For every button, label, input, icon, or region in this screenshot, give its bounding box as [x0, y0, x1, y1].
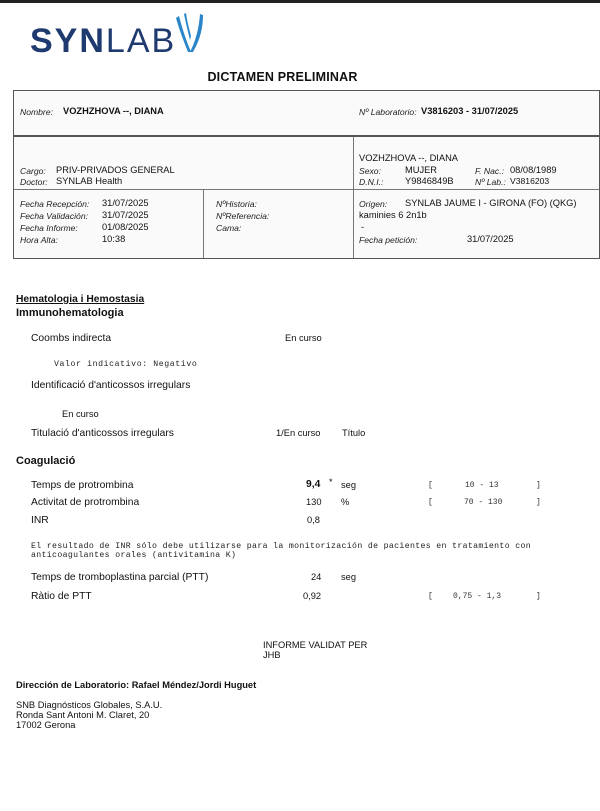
inr-label: INR [31, 515, 49, 526]
section-immuno: Immunohematologia [16, 307, 124, 319]
patient-name: VOZHZHOVA --, DIANA [359, 153, 459, 163]
ratio-label: Ràtio de PTT [31, 591, 92, 602]
tp-range: 10 - 13 [465, 481, 499, 490]
coombs-note: Valor indicativo: Negativo [54, 360, 198, 369]
act-label: Activitat de protrombina [31, 497, 140, 508]
act-unit: % [341, 497, 350, 507]
act-range: 70 - 130 [464, 498, 503, 507]
company-street: Ronda Sant Antoni M. Claret, 20 [16, 710, 150, 720]
ptt-value: 24 [311, 572, 322, 582]
act-value: 130 [306, 497, 322, 507]
direccion-laboratorio: Dirección de Laboratorio: Rafael Méndez/Jordi Huguet [16, 680, 257, 690]
hora-value: 10:38 [102, 234, 126, 244]
ratio-range: 0,75 - 1,3 [453, 592, 502, 601]
synlab-mark-icon [172, 12, 206, 56]
dni-value: Y9846849B [405, 176, 454, 186]
address-value: kaminies 6 2n1b [359, 210, 427, 220]
page-title: DICTAMEN PRELIMINAR [207, 70, 358, 84]
inr-value: 0,8 [307, 515, 320, 525]
top-rule [0, 0, 600, 3]
nombre-value: VOZHZHOVA --, DIANA [63, 106, 164, 116]
tp-label: Temps de protrombina [31, 480, 134, 491]
logo-lab: LAB [105, 22, 177, 60]
cama-label: Cama: [216, 223, 242, 233]
synlab-logo [30, 22, 176, 61]
cargo-value: PRIV-PRIVADOS GENERAL [56, 165, 175, 175]
act-range-open: [ [428, 498, 433, 507]
ratio-value: 0,92 [303, 591, 322, 601]
nombre-label: Nombre: [20, 107, 53, 117]
origen-value: SYNLAB JAUME I - GIRONA (FO) (QKG) [405, 198, 577, 208]
historia-label: NºHistoria: [216, 199, 257, 209]
recepcion-value: 31/07/2025 [102, 198, 149, 208]
peticion-value: 31/07/2025 [467, 234, 514, 244]
informe-validat-signer: JHB [263, 650, 281, 660]
recepcion-label: Fecha Recepción: [20, 199, 90, 209]
address-dash: - [361, 222, 365, 232]
peticion-label: Fecha petición: [359, 235, 418, 245]
tp-flag: * [329, 477, 333, 487]
lab-number-value: V3816203 - 31/07/2025 [421, 106, 519, 116]
company-name: SNB Diagnósticos Globales, S.A.U. [16, 700, 163, 710]
inr-note-2: anticoagulantes orales (antivitamina K) [31, 551, 237, 560]
nlab-label: Nº Lab.: [475, 177, 506, 187]
lab-number-label: Nº Laboratorio: [359, 107, 417, 117]
section-coagulacio: Coagulació [16, 455, 76, 467]
fnac-value: 08/08/1989 [510, 165, 557, 175]
informe-validat: INFORME VALIDAT PER [263, 640, 368, 650]
coombs-label: Coombs indirecta [31, 333, 112, 344]
coombs-value: En curso [285, 333, 322, 343]
tp-range-close: ] [536, 481, 541, 490]
tp-value: 9,4 [306, 479, 321, 490]
inr-note-1: El resultado de INR sólo debe utilizarse para la monitorización de pacientes en tratamiento con [31, 542, 532, 551]
informe-value: 01/08/2025 [102, 222, 149, 232]
titulacio-value: 1/En curso [276, 428, 321, 438]
hora-label: Hora Alta: [20, 235, 58, 245]
titulacio-label: Titulació d'anticossos irregulars [31, 428, 174, 439]
origen-label: Origen: [359, 199, 388, 209]
sexo-label: Sexo: [359, 166, 381, 176]
logo-syn: SYN [30, 22, 106, 60]
informe-label: Fecha Informe: [20, 223, 78, 233]
validacion-value: 31/07/2025 [102, 210, 149, 220]
doctor-label: Doctor: [20, 177, 48, 187]
ratio-range-open: [ [428, 592, 433, 601]
ptt-label: Temps de tromboplastina parcial (PTT) [31, 572, 209, 583]
tp-unit: seg [341, 480, 356, 490]
act-range-close: ] [536, 498, 541, 507]
validacion-label: Fecha Validación: [20, 211, 88, 221]
identificacio-value: En curso [62, 409, 99, 419]
ratio-range-close: ] [536, 592, 541, 601]
section-hematologia: Hematologia i Hemostasia [16, 294, 145, 305]
dni-label: D.N.I.: [359, 177, 384, 187]
sexo-value: MUJER [405, 165, 438, 175]
referencia-label: NºReferencia: [216, 211, 270, 221]
doctor-value: SYNLAB Health [56, 176, 123, 186]
titulacio-unit: Título [342, 428, 366, 438]
fnac-label: F. Nac.: [475, 166, 504, 176]
cargo-label: Cargo: [20, 166, 46, 176]
identificacio-label: Identificació d'anticossos irregulars [31, 380, 191, 391]
ptt-unit: seg [341, 572, 356, 582]
company-city: 17002 Gerona [16, 720, 76, 730]
tp-range-open: [ [428, 481, 433, 490]
nlab-value: V3816203 [510, 176, 550, 186]
